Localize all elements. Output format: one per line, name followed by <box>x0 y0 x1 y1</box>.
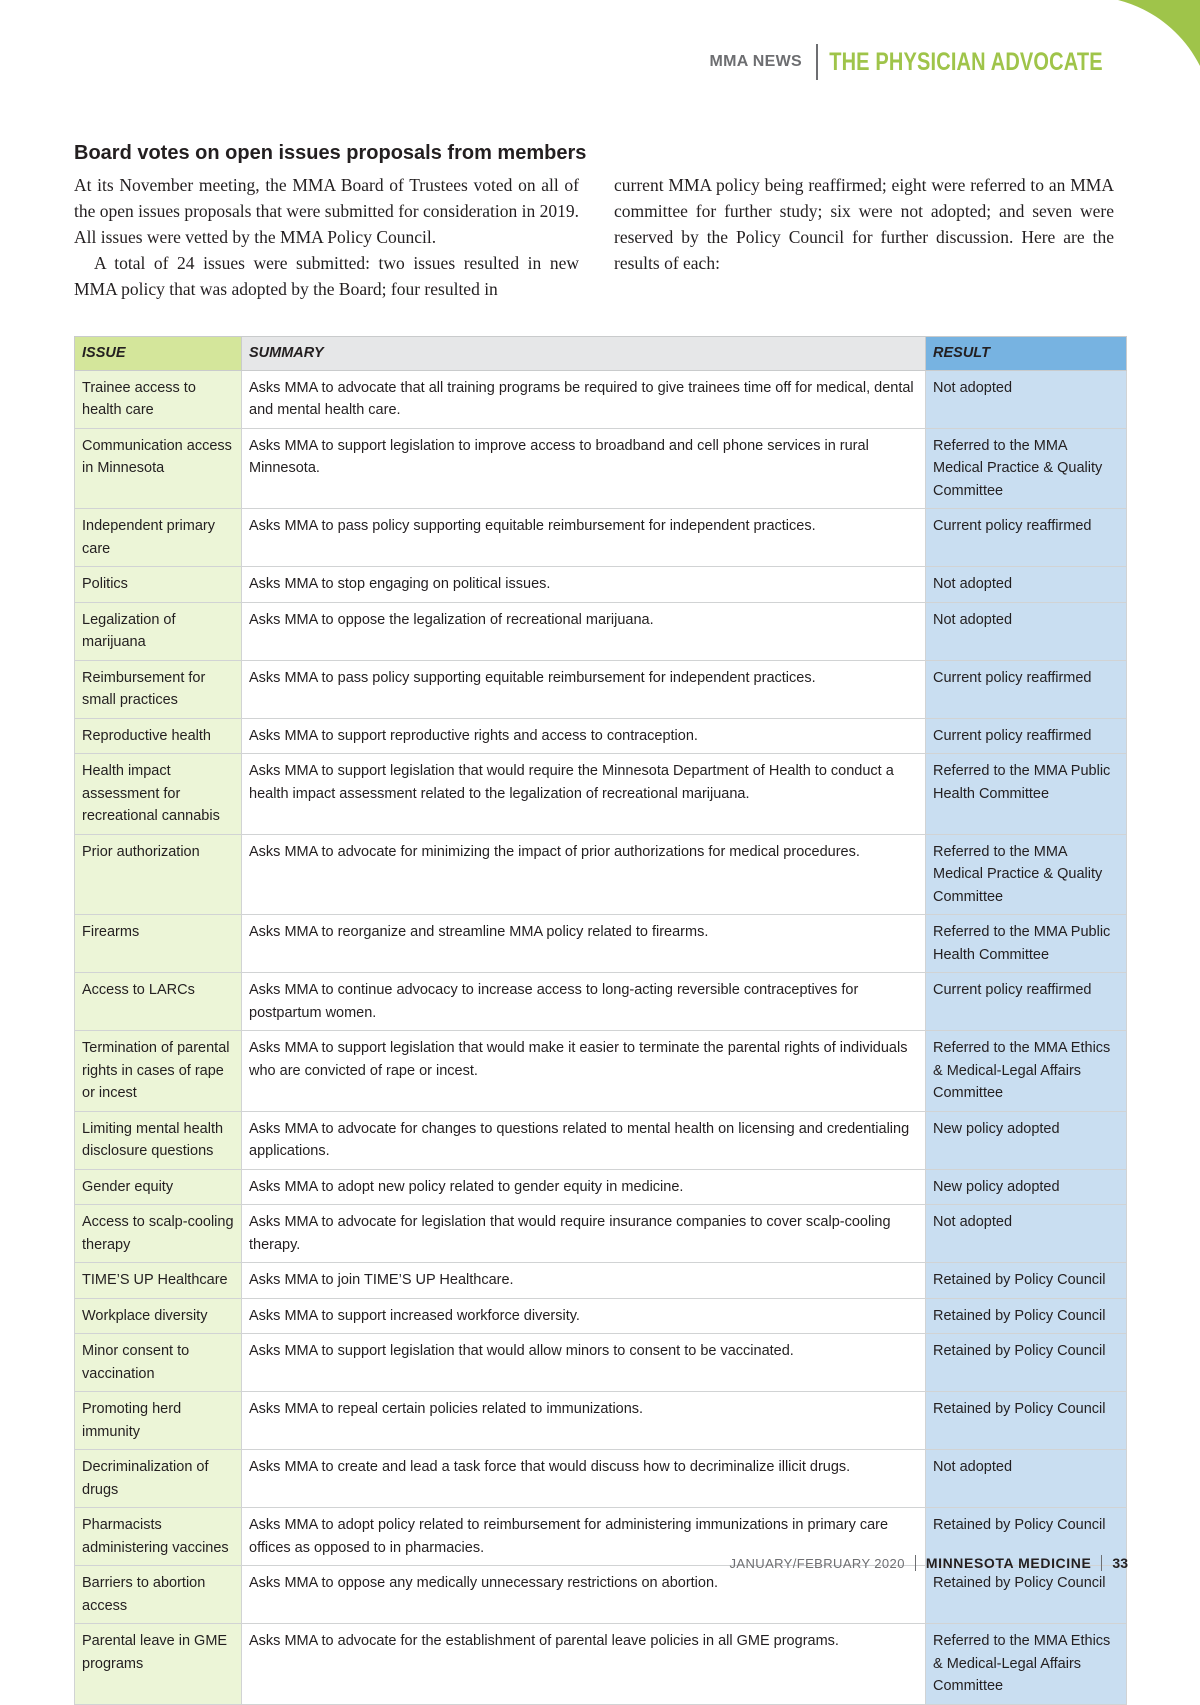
result-cell: Retained by Policy Council <box>926 1508 1127 1566</box>
table-row <box>75 973 1127 1031</box>
result-cell: Current policy reaffirmed <box>926 973 1127 1031</box>
table-row <box>75 1263 1127 1299</box>
issue-cell: Limiting mental health disclosure questions <box>75 1111 242 1169</box>
masthead <box>710 44 1128 80</box>
result-cell: Referred to the MMA Public Health Committee <box>926 915 1127 973</box>
summary-cell: Asks MMA to advocate for legislation that would require insurance companies to cover scalp-cooling therapy. <box>242 1205 926 1263</box>
result-column-header: RESULT <box>926 337 1127 371</box>
summary-cell: Asks MMA to oppose the legalization of recreational marijuana. <box>242 602 926 660</box>
summary-cell: Asks MMA to reorganize and streamline MMA policy related to firearms. <box>242 915 926 973</box>
issues-table-body <box>75 370 1127 1704</box>
page-number: 33 <box>1112 1555 1128 1571</box>
summary-cell: Asks MMA to advocate that all training programs be required to give trainees time off for medical, dental and mental health care. <box>242 370 926 428</box>
summary-cell: Asks MMA to support increased workforce diversity. <box>242 1298 926 1334</box>
summary-cell: Asks MMA to support legislation that would require the Minnesota Department of Health to conduct a health impact assessment related to the legalization of recreational marijuana. <box>242 754 926 835</box>
table-row <box>75 1205 1127 1263</box>
summary-cell: Asks MMA to repeal certain policies related to immunizations. <box>242 1392 926 1450</box>
summary-column-header: SUMMARY <box>242 337 926 371</box>
summary-cell: Asks MMA to pass policy supporting equitable reimbursement for independent practices. <box>242 660 926 718</box>
table-row <box>75 834 1127 915</box>
issue-cell: Firearms <box>75 915 242 973</box>
table-row <box>75 1111 1127 1169</box>
issue-cell: Access to LARCs <box>75 973 242 1031</box>
table-row <box>75 915 1127 973</box>
article-paragraph-1: At its November meeting, the MMA Board of Trustees voted on all of the open issues proposals that were submitted for consideration in 2019. All issues were vetted by the MMA Policy Council. <box>74 175 579 247</box>
result-cell: Referred to the MMA Medical Practice & Quality Committee <box>926 834 1127 915</box>
result-cell: Referred to the MMA Public Health Committee <box>926 754 1127 835</box>
result-cell: Referred to the MMA Ethics & Medical-Legal Affairs Committee <box>926 1031 1127 1112</box>
summary-cell: Asks MMA to advocate for minimizing the impact of prior authorizations for medical procedures. <box>242 834 926 915</box>
result-cell: Current policy reaffirmed <box>926 509 1127 567</box>
table-row <box>75 509 1127 567</box>
issue-cell: Termination of parental rights in cases of rape or incest <box>75 1031 242 1112</box>
footer-divider <box>915 1555 916 1571</box>
issue-column-header: ISSUE <box>75 337 242 371</box>
issue-cell: TIME’S UP Healthcare <box>75 1263 242 1299</box>
table-row <box>75 754 1127 835</box>
summary-cell: Asks MMA to support reproductive rights and access to contraception. <box>242 718 926 754</box>
summary-cell: Asks MMA to create and lead a task force that would discuss how to decriminalize illicit drugs. <box>242 1450 926 1508</box>
issue-cell: Health impact assessment for recreational cannabis <box>75 754 242 835</box>
result-cell: New policy adopted <box>926 1111 1127 1169</box>
article-paragraph-2-part-1: A total of 24 issues were submitted: two issues resulted in new MMA policy that was adopted by the Board; four resulted in <box>74 253 579 299</box>
issue-cell: Trainee access to health care <box>75 370 242 428</box>
issue-cell: Gender equity <box>75 1169 242 1205</box>
issue-cell: Decriminalization of drugs <box>75 1450 242 1508</box>
issue-cell: Pharmacists administering vaccines <box>75 1508 242 1566</box>
summary-cell: Asks MMA to adopt policy related to reimbursement for administering immunizations in primary care offices as opposed to in pharmacies. <box>242 1508 926 1566</box>
issue-cell: Prior authorization <box>75 834 242 915</box>
table-row <box>75 1392 1127 1450</box>
result-cell: New policy adopted <box>926 1169 1127 1205</box>
table-row <box>75 660 1127 718</box>
table-row <box>75 567 1127 603</box>
summary-cell: Asks MMA to advocate for changes to questions related to mental health on licensing and credentialing applications. <box>242 1111 926 1169</box>
table-row <box>75 1298 1127 1334</box>
summary-cell: Asks MMA to adopt new policy related to gender equity in medicine. <box>242 1169 926 1205</box>
result-cell: Not adopted <box>926 370 1127 428</box>
result-cell: Retained by Policy Council <box>926 1392 1127 1450</box>
result-cell: Not adopted <box>926 1205 1127 1263</box>
table-row <box>75 1031 1127 1112</box>
table-row <box>75 718 1127 754</box>
issue-cell: Legalization of marijuana <box>75 602 242 660</box>
result-cell: Retained by Policy Council <box>926 1298 1127 1334</box>
table-header-row <box>75 337 1127 371</box>
footer-divider <box>1101 1555 1102 1571</box>
article-headline: Board votes on open issues proposals from members <box>74 142 587 164</box>
article-column-left <box>74 172 579 302</box>
result-cell: Current policy reaffirmed <box>926 660 1127 718</box>
result-cell: Not adopted <box>926 567 1127 603</box>
article-paragraph-2-part-2: current MMA policy being reaffirmed; eight were referred to an MMA committee for further study; six were not adopted; and seven were reserved by the Policy Council for further discussion. Here are the results of each: <box>614 175 1114 273</box>
result-cell: Referred to the MMA Medical Practice & Quality Committee <box>926 428 1127 509</box>
result-cell: Not adopted <box>926 1450 1127 1508</box>
summary-cell: Asks MMA to support legislation that would make it easier to terminate the parental rights of individuals who are convicted of rape or incest. <box>242 1031 926 1112</box>
summary-cell: Asks MMA to oppose any medically unnecessary restrictions on abortion. <box>242 1566 926 1624</box>
result-cell: Referred to the MMA Ethics & Medical-Legal Affairs Committee <box>926 1624 1127 1705</box>
issue-cell: Access to scalp-cooling therapy <box>75 1205 242 1263</box>
table-row <box>75 1334 1127 1392</box>
summary-cell: Asks MMA to join TIME’S UP Healthcare. <box>242 1263 926 1299</box>
issue-cell: Politics <box>75 567 242 603</box>
summary-cell: Asks MMA to support legislation that would allow minors to consent to be vaccinated. <box>242 1334 926 1392</box>
magazine-name: MINNESOTA MEDICINE <box>925 1555 1092 1571</box>
issue-cell: Workplace diversity <box>75 1298 242 1334</box>
summary-cell: Asks MMA to pass policy supporting equitable reimbursement for independent practices. <box>242 509 926 567</box>
issue-cell: Independent primary care <box>75 509 242 567</box>
page-footer <box>730 1555 1128 1571</box>
issue-cell: Communication access in Minnesota <box>75 428 242 509</box>
result-cell: Retained by Policy Council <box>926 1263 1127 1299</box>
table-row <box>75 602 1127 660</box>
issue-cell: Promoting herd immunity <box>75 1392 242 1450</box>
table-row <box>75 428 1127 509</box>
issue-cell: Reimbursement for small practices <box>75 660 242 718</box>
summary-cell: Asks MMA to support legislation to improve access to broadband and cell phone services in rural Minnesota. <box>242 428 926 509</box>
publication-title: THE PHYSICIAN ADVOCATE <box>829 47 1103 76</box>
table-row <box>75 1169 1127 1205</box>
issue-cell: Reproductive health <box>75 718 242 754</box>
summary-cell: Asks MMA to advocate for the establishment of parental leave policies in all GME programs. <box>242 1624 926 1705</box>
result-cell: Current policy reaffirmed <box>926 718 1127 754</box>
table-row <box>75 1450 1127 1508</box>
table-row <box>75 1624 1127 1705</box>
summary-cell: Asks MMA to stop engaging on political issues. <box>242 567 926 603</box>
issue-cell: Parental leave in GME programs <box>75 1624 242 1705</box>
table-row <box>75 1566 1127 1624</box>
issue-cell: Minor consent to vaccination <box>75 1334 242 1392</box>
issue-date: JANUARY/FEBRUARY 2020 <box>729 1555 905 1571</box>
section-label: MMA NEWS <box>709 53 802 70</box>
result-cell: Not adopted <box>926 602 1127 660</box>
result-cell: Retained by Policy Council <box>926 1566 1127 1624</box>
summary-cell: Asks MMA to continue advocacy to increase access to long-acting reversible contraceptives for postpartum women. <box>242 973 926 1031</box>
issue-cell: Barriers to abortion access <box>75 1566 242 1624</box>
issues-table <box>74 336 1127 1705</box>
result-cell: Retained by Policy Council <box>926 1334 1127 1392</box>
article-column-right <box>614 172 1114 276</box>
table-row <box>75 370 1127 428</box>
